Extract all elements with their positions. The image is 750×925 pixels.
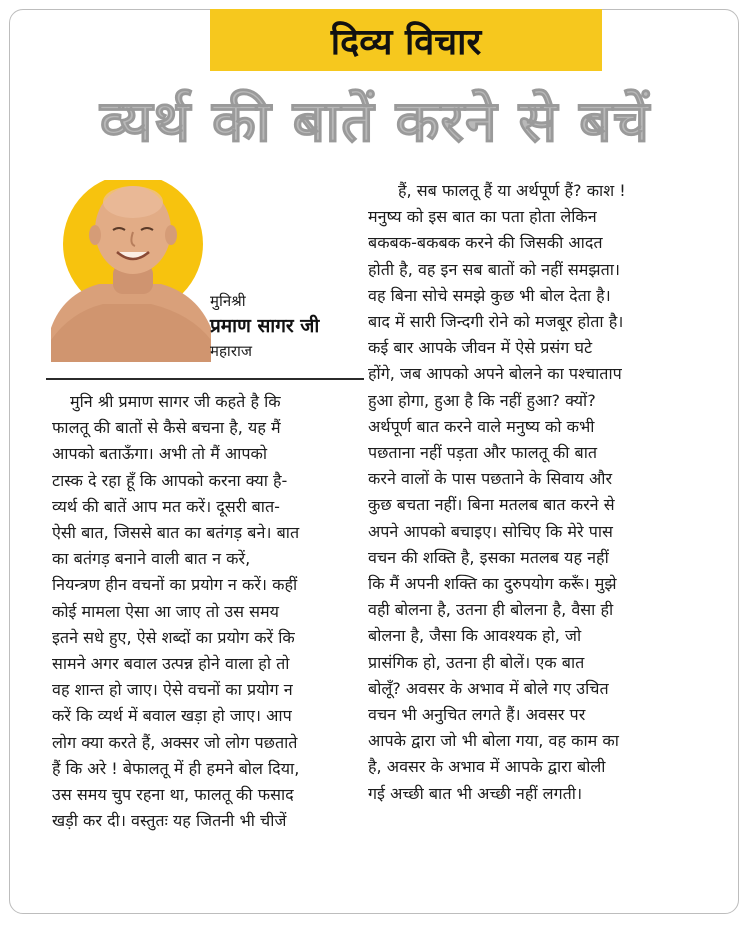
- body-line: आपको बताऊँगा। अभी तो मैं आपको: [52, 444, 268, 464]
- body-line: फालतू की बातों से कैसे बचना है, यह मैं: [52, 418, 281, 438]
- body-line: सामने अगर बवाल उत्पन्न होने वाला हो तो: [52, 654, 290, 674]
- body-line: कई बार आपके जीवन में ऐसे प्रसंग घटे: [368, 338, 593, 358]
- body-line: करें कि व्यर्थ में बवाल खड़ा हो जाए। आप: [52, 706, 292, 726]
- body-line: बकबक-बकबक करने की जिसकी आदत: [368, 233, 603, 253]
- body-line: अपने आपको बचाइए। सोचिए कि मेरे पास: [368, 521, 613, 541]
- body-line: आपके द्वारा जो भी बोला गया, वह काम का: [368, 731, 619, 751]
- body-column-left: [52, 389, 299, 834]
- section-banner: [210, 9, 602, 71]
- body-line: हुआ होगा, हुआ है कि नहीं हुआ? क्यों?: [368, 390, 596, 410]
- body-line: व्यर्थ की बातें आप मत करें। दूसरी बात-: [52, 496, 280, 516]
- body-line: कि मैं अपनी शक्ति का दुरुपयोग करूँ। मुझे: [368, 574, 617, 594]
- body-line: ऐसी बात, जिससे बात का बतंगड़ बने। बात: [52, 523, 300, 543]
- body-line: कुछ बचता नहीं। बिना मतलब बात करने से: [368, 495, 615, 515]
- body-line: हैं, सब फालतू हैं या अर्थपूर्ण हैं? काश !: [398, 181, 626, 200]
- body-line: होती है, वह इन सब बातों को नहीं समझता।: [368, 259, 621, 279]
- body-line: वह शान्त हो जाए। ऐसे वचनों का प्रयोग न: [52, 680, 293, 700]
- body-line: मनुष्य को इस बात का पता होता लेकिन: [368, 207, 597, 227]
- body-line: का बतंगड़ बनाने वाली बात न करें,: [52, 549, 251, 569]
- body-line: हैं कि अरे ! बेफालतू में ही हमने बोल दिया,: [52, 758, 300, 778]
- body-line: वह बिना सोचे समझे कुछ भी बोल देता है।: [368, 285, 611, 305]
- body-line: बोलना है, जैसा कि आवश्यक हो, जो: [368, 626, 582, 646]
- author-portrait: [51, 180, 211, 362]
- body-line: वही बोलना है, उतना ही बोलना है, वैसा ही: [368, 600, 614, 620]
- body-line: लोग क्या करते हैं, अक्सर जो लोग पछताते: [52, 732, 298, 752]
- body-line: वचन भी अनुचित लगते हैं। अवसर पर: [368, 705, 586, 725]
- body-line: प्रासंगिक हो, उतना ही बोलें। एक बात: [368, 652, 585, 672]
- body-line: कोई मामला ऐसा आ जाए तो उस समय: [52, 601, 280, 621]
- body-line: वचन की शक्ति है, इसका मतलब यह नहीं: [368, 547, 609, 567]
- article-headline: व्यर्थ की बातें करने से बचें: [99, 89, 651, 155]
- body-line: होंगे, जब आपको अपने बोलने का पश्चाताप: [368, 364, 622, 384]
- body-line: पछताना नहीं पड़ता और फालतू की बात: [368, 443, 598, 463]
- body-line: इतने सधे हुए, ऐसे शब्दों का प्रयोग करें कि: [52, 627, 295, 647]
- body-line: करने वालों के पास पछताने के सिवाय और: [368, 469, 613, 489]
- body-line: टास्क दे रहा हूँ कि आपको करना क्या है-: [52, 470, 288, 490]
- body-column-right: [368, 178, 626, 807]
- body-line: नियन्त्रण हीन वचनों का प्रयोग न करें। कहीं: [52, 575, 298, 595]
- section-banner-label: दिव्य विचार: [330, 21, 482, 63]
- author-name: प्रमाण सागर जी: [210, 315, 320, 337]
- author-credit: [210, 290, 319, 363]
- body-line: बाद में सारी जिन्दगी रोने को मजबूर होता है।: [368, 312, 624, 332]
- body-line: है, अवसर के अभाव में आपके द्वारा बोली: [368, 757, 606, 777]
- author-suffix: महाराज: [210, 342, 252, 360]
- body-line: गई अच्छी बात भी अच्छी नहीं लगती।: [368, 783, 583, 803]
- body-line: अर्थपूर्ण बात करने वाले मनुष्य को कभी: [368, 416, 595, 436]
- body-line: खड़ी कर दी। वस्तुतः यह जितनी भी चीजें: [52, 811, 287, 831]
- author-prefix: मुनिश्री: [210, 292, 246, 310]
- body-line: मुनि श्री प्रमाण सागर जी कहते है कि: [70, 392, 281, 411]
- column-divider-rule: [46, 378, 364, 380]
- body-line: बोलूँ? अवसर के अभाव में बोले गए उचित: [368, 678, 609, 698]
- body-line: उस समय चुप रहना था, फालतू की फसाद: [52, 785, 294, 805]
